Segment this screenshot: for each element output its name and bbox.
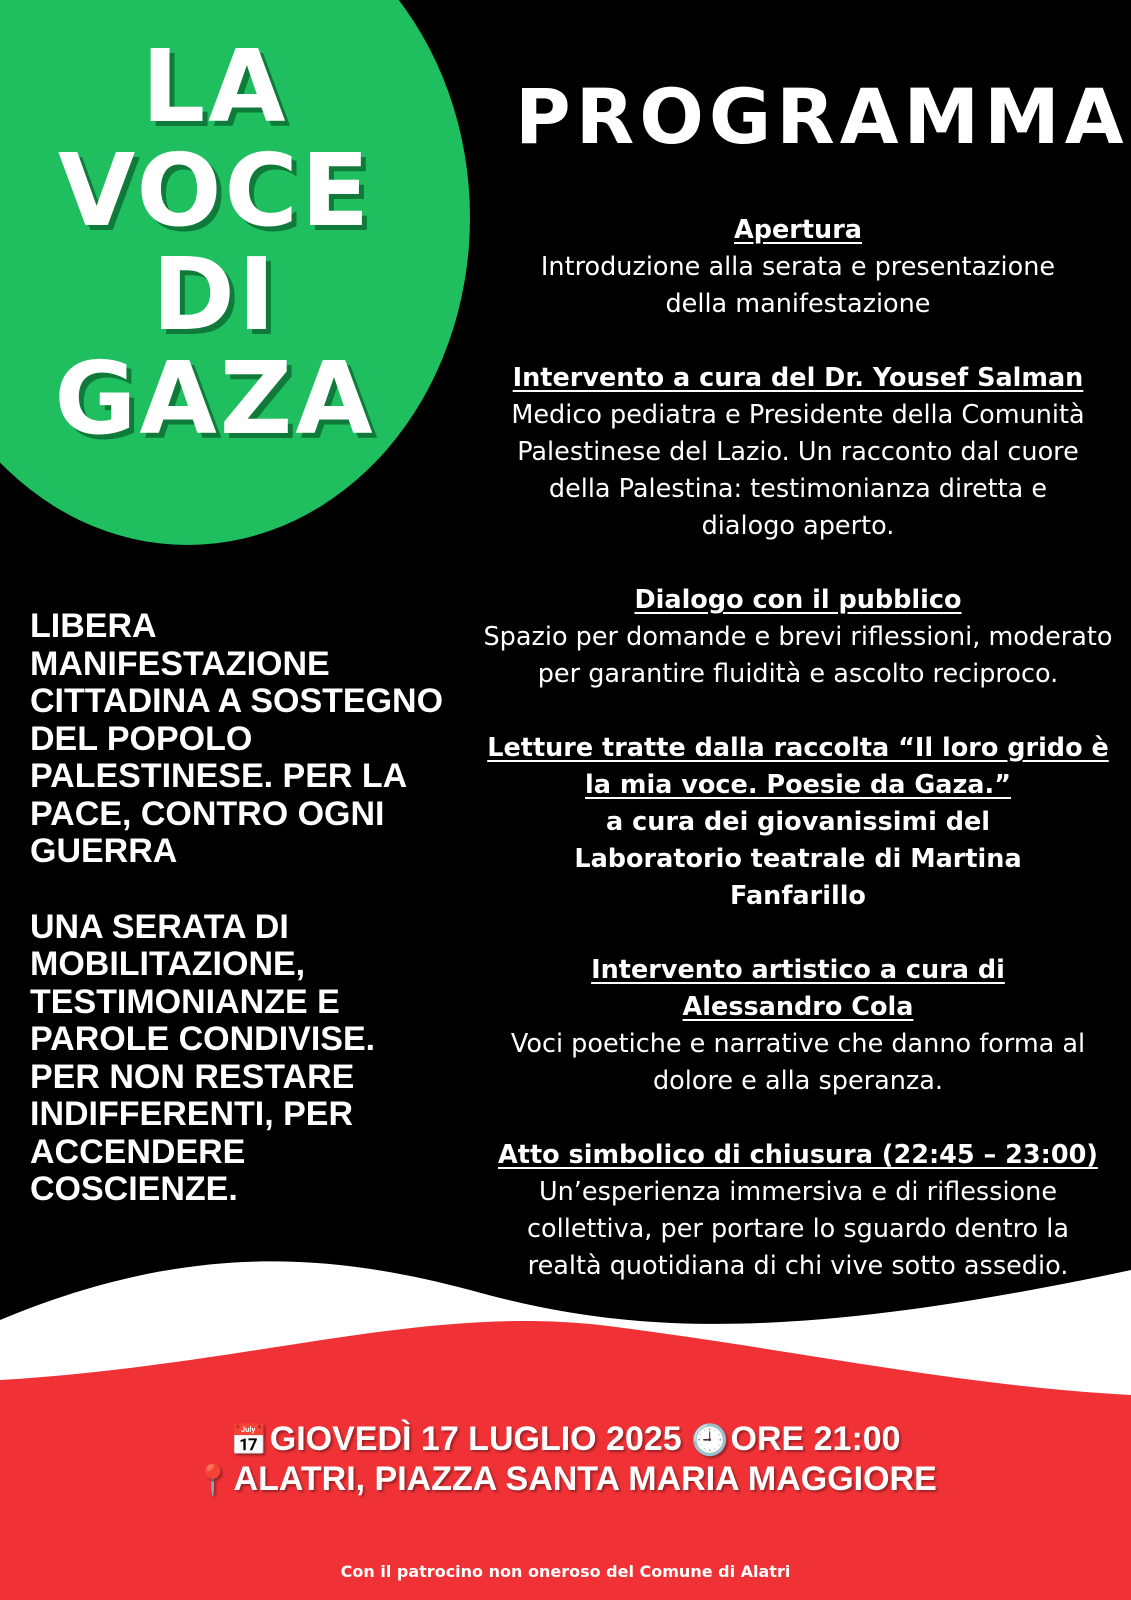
- title-line-4: GAZA: [54, 340, 376, 457]
- program-description: a cura dei giovanissimi del Laboratorio teatrale di Martina Fanfarillo: [574, 807, 1022, 911]
- event-location: ALATRI, PIAZZA SANTA MARIA MAGGIORE: [233, 1460, 937, 1498]
- left-text: [30, 608, 450, 1209]
- event-time: ORE 21:00: [730, 1420, 901, 1458]
- event-date: GIOVEDÌ 17 LUGLIO 2025: [269, 1420, 682, 1458]
- program-title: PROGRAMMA: [515, 72, 1129, 161]
- program-heading: Atto simbolico di chiusura (22:45 – 23:00): [498, 1140, 1098, 1170]
- program-heading: Dialogo con il pubblico: [634, 585, 962, 615]
- manifesto-paragraph-1: LIBERA MANIFESTAZIONE CITTADINA A SOSTEGNO DEL POPOLO PALESTINESE. PER LA PACE, CONTRO OGNI GUERRA: [30, 607, 444, 870]
- patronage-footer: Con il patrocino non oneroso del Comune di Alatri: [340, 1562, 791, 1581]
- program-heading: Intervento artistico a cura di Alessandro Cola: [591, 955, 1005, 1022]
- program-heading: Letture tratte dalla raccolta “Il loro grido è la mia voce. Poesie da Gaza.”: [487, 733, 1109, 800]
- location-line: [0, 1460, 1131, 1500]
- program-description: Un’esperienza immersiva e di riflessione collettiva, per portare lo sguardo dentro la realtà quotidiana di chi vive sotto assedio.: [527, 1177, 1069, 1281]
- program-heading: Apertura: [734, 215, 862, 245]
- pin-icon: 📍: [194, 1463, 232, 1498]
- program-item-intervento-salman: [478, 360, 1118, 545]
- clock-icon: 🕘: [691, 1423, 729, 1458]
- manifesto-paragraph-2: UNA SERATA DI MOBILITAZIONE, TESTIMONIANZE E PAROLE CONDIVISE. PER NON RESTARE INDIFFERENTI, PER ACCENDERE COSCIENZE.: [30, 907, 376, 1208]
- event-info: [0, 1420, 1131, 1500]
- program-description: Introduzione alla serata e presentazione della manifestazione: [540, 252, 1056, 319]
- program-item-apertura: [478, 212, 1118, 323]
- date-time-line: [0, 1420, 1131, 1460]
- program-heading: Intervento a cura del Dr. Yousef Salman: [512, 363, 1084, 393]
- title-line-2: VOCE: [57, 132, 373, 249]
- program-item-intervento-artistico: [478, 952, 1118, 1100]
- program-description: Voci poetiche e narrative che danno forma al dolore e alla speranza.: [510, 1029, 1086, 1096]
- title-line-1: LA: [141, 28, 289, 145]
- program-description: Medico pediatra e Presidente della Comunità Palestinese del Lazio. Un racconto dal cuore della Palestina: testimonianza diretta e dialogo aperto.: [511, 400, 1085, 541]
- program-list: [478, 212, 1118, 1322]
- program-item-letture: [478, 730, 1118, 915]
- program-item-dialogo: [478, 582, 1118, 693]
- calendar-icon: 📅: [230, 1423, 268, 1458]
- main-title: [30, 28, 400, 457]
- program-description: Spazio per domande e brevi riflessioni, moderato per garantire fluidità e ascolto reciproco.: [483, 622, 1113, 689]
- title-line-3: DI: [151, 236, 279, 353]
